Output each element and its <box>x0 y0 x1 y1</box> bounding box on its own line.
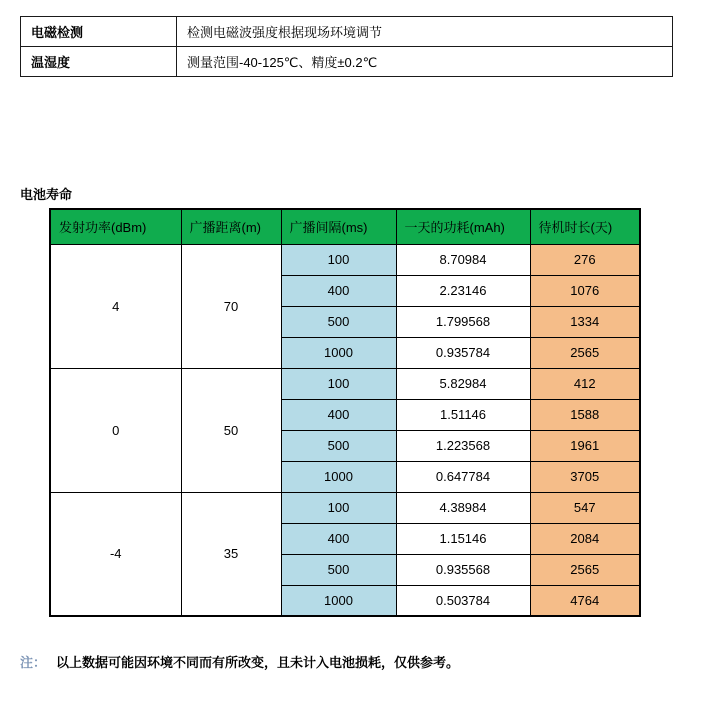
spec-value-emf: 检测电磁波强度根据现场环境调节 <box>177 17 673 47</box>
cell-tx-power: 4 <box>50 244 181 368</box>
cell-tx-power: 0 <box>50 368 181 492</box>
cell-broadcast-interval: 500 <box>281 306 396 337</box>
battery-life-heading: 电池寿命 <box>20 187 73 202</box>
spec-value-temp-humidity: 测量范围-40-125℃、精度±0.2℃ <box>177 47 673 77</box>
cell-daily-consumption: 1.51146 <box>396 399 530 430</box>
cell-broadcast-interval: 400 <box>281 275 396 306</box>
cell-standby-time: 1334 <box>530 306 640 337</box>
cell-broadcast-interval: 100 <box>281 492 396 523</box>
spec-table <box>20 16 673 77</box>
cell-standby-time: 2565 <box>530 337 640 368</box>
cell-daily-consumption: 5.82984 <box>396 368 530 399</box>
cell-broadcast-interval: 100 <box>281 244 396 275</box>
cell-standby-time: 2084 <box>530 523 640 554</box>
header-broadcast-interval: 广播间隔(ms) <box>281 209 396 244</box>
spec-row-emf <box>21 17 673 47</box>
cell-broadcast-distance: 35 <box>181 492 281 616</box>
cell-broadcast-interval: 400 <box>281 399 396 430</box>
footnote-prefix: 注： <box>20 655 47 670</box>
cell-daily-consumption: 1.223568 <box>396 430 530 461</box>
cell-broadcast-interval: 1000 <box>281 461 396 492</box>
cell-daily-consumption: 1.15146 <box>396 523 530 554</box>
cell-standby-time: 1588 <box>530 399 640 430</box>
cell-tx-power: -4 <box>50 492 181 616</box>
battery-life-table <box>49 208 641 617</box>
header-broadcast-distance: 广播距离(m) <box>181 209 281 244</box>
cell-daily-consumption: 0.935568 <box>396 554 530 585</box>
cell-standby-time: 1076 <box>530 275 640 306</box>
cell-daily-consumption: 1.799568 <box>396 306 530 337</box>
cell-standby-time: 412 <box>530 368 640 399</box>
cell-broadcast-interval: 1000 <box>281 585 396 616</box>
header-tx-power: 发射功率(dBm) <box>50 209 181 244</box>
spec-row-temp-humidity <box>21 47 673 77</box>
spec-label-emf: 电磁检测 <box>21 17 177 47</box>
cell-broadcast-interval: 1000 <box>281 337 396 368</box>
cell-daily-consumption: 0.647784 <box>396 461 530 492</box>
battery-table-row <box>50 492 640 523</box>
cell-standby-time: 4764 <box>530 585 640 616</box>
battery-table-row <box>50 244 640 275</box>
cell-standby-time: 276 <box>530 244 640 275</box>
cell-broadcast-interval: 500 <box>281 430 396 461</box>
cell-daily-consumption: 0.503784 <box>396 585 530 616</box>
header-daily-consumption: 一天的功耗(mAh) <box>396 209 530 244</box>
cell-broadcast-distance: 70 <box>181 244 281 368</box>
cell-broadcast-interval: 100 <box>281 368 396 399</box>
cell-broadcast-distance: 50 <box>181 368 281 492</box>
cell-broadcast-interval: 500 <box>281 554 396 585</box>
footnote-text: 以上数据可能因环境不同而有所改变，且未计入电池损耗，仅供参考。 <box>56 655 460 670</box>
cell-broadcast-interval: 400 <box>281 523 396 554</box>
header-standby-time: 待机时长(天) <box>530 209 640 244</box>
cell-daily-consumption: 8.70984 <box>396 244 530 275</box>
cell-standby-time: 1961 <box>530 430 640 461</box>
cell-standby-time: 3705 <box>530 461 640 492</box>
cell-daily-consumption: 0.935784 <box>396 337 530 368</box>
battery-table-header-row <box>50 209 640 244</box>
cell-standby-time: 2565 <box>530 554 640 585</box>
battery-table-row <box>50 368 640 399</box>
footnote <box>20 652 459 671</box>
spec-label-temp-humidity: 温湿度 <box>21 47 177 77</box>
cell-daily-consumption: 2.23146 <box>396 275 530 306</box>
cell-standby-time: 547 <box>530 492 640 523</box>
cell-daily-consumption: 4.38984 <box>396 492 530 523</box>
